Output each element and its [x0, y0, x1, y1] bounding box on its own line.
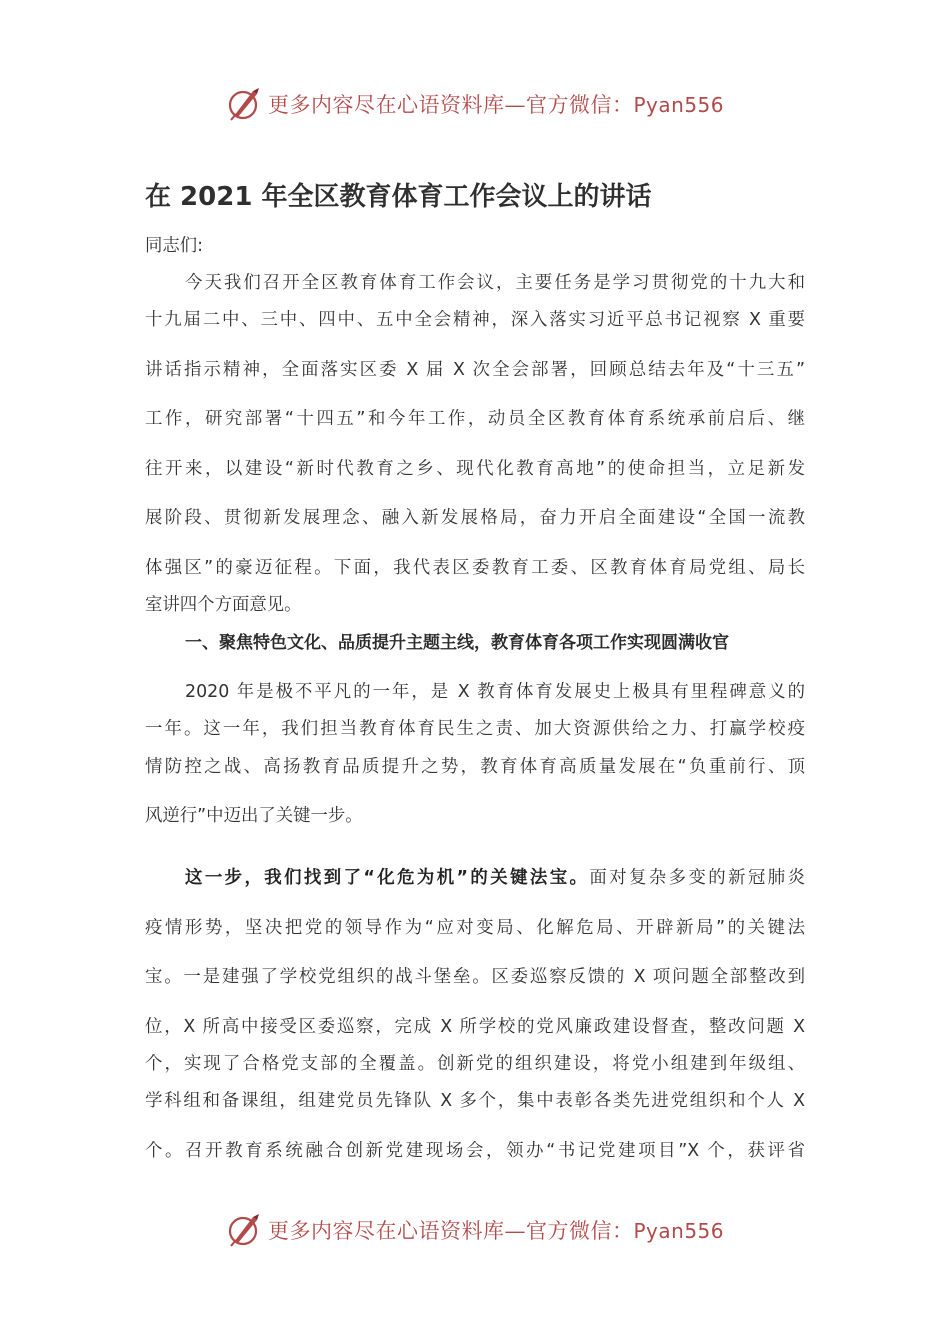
- paragraph-line: 室讲四个方面意见。: [145, 595, 302, 615]
- quill-logo-icon: [226, 1212, 262, 1248]
- wechat-handle: Pyan556: [633, 93, 724, 117]
- paragraph-line: 讲话指示精神，全面落实区委 X 届 X 次全会部署，回顾总结去年及“十三五”: [145, 360, 805, 380]
- footer-watermark: [0, 1212, 950, 1252]
- paragraph-line: 2020 年是极不平凡的一年，是 X 教育体育发展史上极具有里程碑意义的: [185, 682, 805, 702]
- paragraph-line: 这一步，我们找到了“化危为机”的关键法宝。面对复杂多变的新冠肺炎: [185, 868, 805, 888]
- section-heading: 一、聚焦特色文化、品质提升主题主线，教育体育各项工作实现圆满收官: [185, 633, 729, 653]
- paragraph-line: 工作，研究部署“十四五”和今年工作，动员全区教育体育系统承前启后、继: [145, 409, 805, 429]
- paragraph-line: 十九届二中、三中、四中、五中全会精神，深入落实习近平总书记视察 X 重要: [145, 310, 805, 330]
- paragraph-line: 个，实现了合格党支部的全覆盖。创新党的组织建设，将党小组建到年级组、: [145, 1054, 805, 1074]
- document-title: 在 2021 年全区教育体育工作会议上的讲话: [145, 182, 652, 212]
- paragraph-line: 往开来，以建设“新时代教育之乡、现代化教育高地”的使命担当，立足新发: [145, 459, 805, 479]
- paragraph-line: 个。召开教育系统融合创新党建现场会，领办“书记党建项目”X 个，获评省: [145, 1141, 805, 1161]
- watermark-text: 更多内容尽在心语资料库—官方微信：Pyan556: [267, 93, 724, 117]
- wechat-handle: Pyan556: [633, 1219, 724, 1243]
- paragraph-line: 宝。一是建强了学校党组织的战斗堡垒。区委巡察反馈的 X 项问题全部整改到: [145, 967, 805, 987]
- salutation: 同志们:: [145, 236, 204, 256]
- paragraph-line: 位，X 所高中接受区委巡察，完成 X 所学校的党风廉政建设督查，整改问题 X: [145, 1017, 805, 1037]
- bold-lead-sentence: 这一步，我们找到了“化危为机”的关键法宝。: [185, 868, 590, 888]
- paragraph-line: 疫情形势，坚决把党的领导作为“应对变局、化解危局、开辟新局”的关键法: [145, 918, 805, 938]
- paragraph-line: 一年。这一年，我们担当教育体育民生之责、加大资源供给之力、打赢学校疫: [145, 719, 805, 739]
- paragraph-line: 展阶段、贯彻新发展理念、融入新发展格局，奋力开启全面建设“全国一流教: [145, 508, 805, 528]
- paragraph-line: 风逆行”中迈出了关键一步。: [145, 806, 363, 826]
- header-watermark: [0, 86, 950, 126]
- paragraph-line: 情防控之战、高扬教育品质提升之势，教育体育高质量发展在“负重前行、顶: [145, 757, 805, 777]
- watermark-text: 更多内容尽在心语资料库—官方微信：Pyan556: [267, 1219, 724, 1243]
- paragraph-line: 体强区”的豪迈征程。下面，我代表区委教育工委、区教育体育局党组、局长: [145, 558, 805, 578]
- quill-logo-icon: [226, 86, 262, 122]
- paragraph-line: 学科组和备课组，组建党员先锋队 X 多个，集中表彰各类先进党组织和个人 X: [145, 1091, 805, 1111]
- paragraph-line: 今天我们召开全区教育体育工作会议，主要任务是学习贯彻党的十九大和: [185, 273, 805, 293]
